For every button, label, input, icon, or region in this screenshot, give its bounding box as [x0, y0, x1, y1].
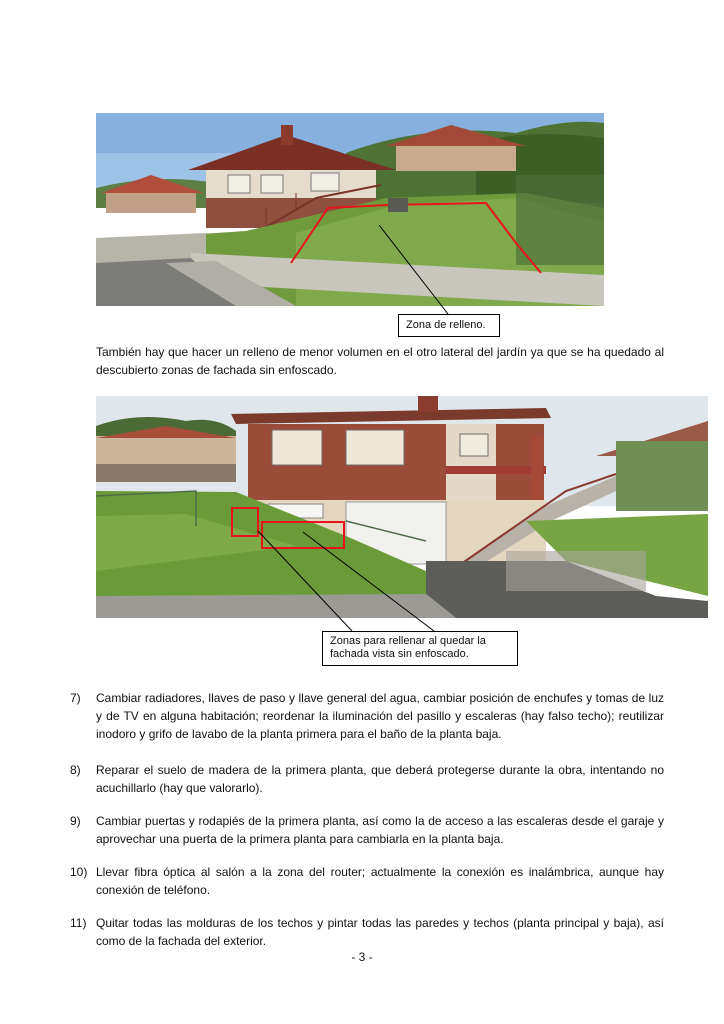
intro-paragraph: También hay que hacer un relleno de menor volumen en el otro lateral del jardín ya que se ha quedado al descubierto zonas de fachada sin enfoscado. — [96, 345, 664, 377]
list-item-number: 7) — [70, 691, 81, 705]
fill-areas-callout — [322, 631, 518, 666]
list-item-number: 10) — [70, 865, 88, 879]
page-number: - 3 - — [351, 950, 373, 964]
list-item-number: 11) — [70, 916, 87, 930]
house-side-photo — [96, 113, 604, 306]
list-item — [70, 761, 664, 797]
fill-zone-callout-text: Zona de relleno. — [406, 319, 486, 331]
list-item-text: Quitar todas las molduras de los techos y pintar todas las paredes y techos (planta principal y baja), así como de la fachada del exterior. — [96, 916, 664, 948]
list-item-text: Cambiar puertas y rodapiés de la primera planta, así como la de acceso a las escaleras desde el garaje y aprovechar una puerta de la primera planta para cambiarla en la planta baja. — [96, 814, 664, 846]
list-item-text: Reparar el suelo de madera de la primera planta, que deberá protegerse durante la obra, intentando no acuchillarlo (hay que valorarlo). — [96, 763, 664, 795]
house-front-photo — [96, 396, 708, 618]
list-item — [70, 812, 664, 848]
list-item-number: 8) — [70, 763, 81, 777]
list-item-number: 9) — [70, 814, 81, 828]
list-item-text: Cambiar radiadores, llaves de paso y llave general del agua, cambiar posición de enchufes y tomas de luz y de TV en alguna habitación; reordenar la iluminación del pasillo y escaleras (hay falso techo); reutilizar inodoro y grifo de lavabo de la planta primera para el baño de la planta baja. — [96, 691, 664, 741]
list-item-text: Llevar fibra óptica al salón a la zona del router; actualmente la conexión es inalámbrica, aunque hay conexión de teléfono. — [96, 865, 664, 897]
fill-areas-callout-line2: fachada vista sin enfoscado. — [330, 648, 469, 660]
list-item — [70, 863, 664, 899]
list-item — [70, 689, 664, 743]
fill-zone-callout — [398, 314, 500, 337]
fill-areas-callout-line1: Zonas para rellenar al quedar la — [330, 635, 486, 647]
list-item — [70, 914, 664, 950]
